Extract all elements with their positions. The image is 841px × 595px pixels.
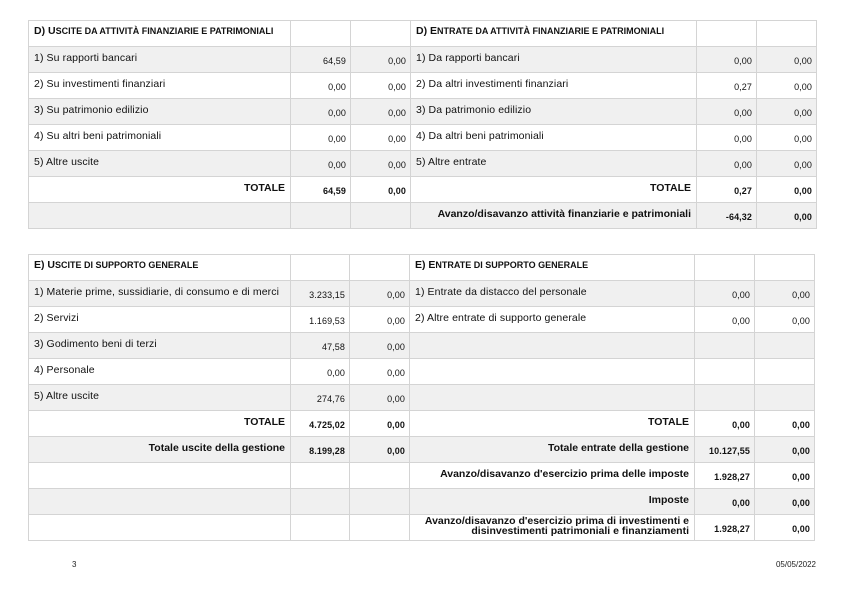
entrata-label: 2) Da altri investimenti finanziari	[411, 73, 697, 99]
imposte-label: Imposte	[410, 489, 695, 515]
entrata-label: 2) Altre entrate di supporto generale	[410, 307, 695, 333]
totale-entrate-gestione-value: 10.127,55	[695, 437, 755, 463]
uscita-value-prev: 0,00	[350, 281, 410, 307]
totale-entrate-gestione-label: Totale entrate della gestione	[410, 437, 695, 463]
avanzo-imposte-value: 1.928,27	[695, 463, 755, 489]
imposte-value-prev: 0,00	[755, 489, 815, 515]
uscita-value-prev: 0,00	[351, 125, 411, 151]
entrata-value-prev: 0,00	[757, 151, 817, 177]
uscita-label: 1) Materie prime, sussidiarie, di consumo e di merci	[29, 281, 291, 307]
uscita-value: 0,00	[291, 99, 351, 125]
table-row	[29, 281, 815, 307]
uscita-value: 274,76	[291, 385, 350, 411]
page-date: 05/05/2022	[775, 560, 816, 569]
uscita-label: 2) Su investimenti finanziari	[29, 73, 291, 99]
uscita-label: 2) Servizi	[29, 307, 291, 333]
uscita-value-prev: 0,00	[350, 333, 410, 359]
uscita-value: 0,00	[291, 125, 351, 151]
totale-uscite-gestione-value: 8.199,28	[291, 437, 350, 463]
table-row	[29, 385, 815, 411]
entrata-value: 0,00	[695, 281, 755, 307]
table-row	[29, 125, 817, 151]
imposte-value: 0,00	[695, 489, 755, 515]
totale-entrate-label: TOTALE	[411, 177, 697, 203]
uscita-value-prev: 0,00	[351, 47, 411, 73]
uscita-value: 0,00	[291, 73, 351, 99]
uscita-label: 5) Altre uscite	[29, 151, 291, 177]
uscite-supporto-title: E) USCITE DI SUPPORTO GENERALE	[29, 255, 291, 281]
page-number: 3	[72, 560, 77, 569]
totale-uscite-gestione-label: Totale uscite della gestione	[29, 437, 291, 463]
section-e-table	[28, 254, 815, 541]
entrata-label: 5) Altre entrate	[411, 151, 697, 177]
section-d-table	[28, 20, 817, 229]
avanzo-imposte-value-prev: 0,00	[755, 463, 815, 489]
totale-entrate-value-prev: 0,00	[757, 177, 817, 203]
uscita-value: 47,58	[291, 333, 350, 359]
avanzo-row	[29, 203, 817, 229]
entrate-finanziarie-title: D) ENTRATE DA ATTIVITÀ FINANZIARIE E PATRIMONIALI	[411, 21, 697, 47]
totale-row	[29, 177, 817, 203]
entrata-value: 0,00	[697, 99, 757, 125]
avanzo-value: -64,32	[697, 203, 757, 229]
avanzo-finale-label: Avanzo/disavanzo d'esercizio prima di investimenti e disinvestimenti patrimoniali e finanziamenti	[410, 515, 695, 541]
uscita-label: 4) Su altri beni patrimoniali	[29, 125, 291, 151]
entrata-label: 1) Entrate da distacco del personale	[410, 281, 695, 307]
totale-uscite-value-prev: 0,00	[351, 177, 411, 203]
entrata-value-prev: 0,00	[755, 307, 815, 333]
uscita-label: 4) Personale	[29, 359, 291, 385]
entrata-value-prev: 0,00	[757, 47, 817, 73]
entrata-value: 0,00	[697, 125, 757, 151]
avanzo-finale-row	[29, 515, 815, 541]
entrata-value-prev: 0,00	[757, 99, 817, 125]
uscita-label: 3) Su patrimonio edilizio	[29, 99, 291, 125]
totale-row	[29, 411, 815, 437]
totale-entrate-gestione-value-prev: 0,00	[755, 437, 815, 463]
table-row	[29, 99, 817, 125]
uscita-value-prev: 0,00	[350, 385, 410, 411]
totale-entrate-value: 0,00	[695, 411, 755, 437]
uscita-label: 1) Su rapporti bancari	[29, 47, 291, 73]
entrata-label: 1) Da rapporti bancari	[411, 47, 697, 73]
avanzo-finale-value-prev: 0,00	[755, 515, 815, 541]
entrate-supporto-title: E) ENTRATE DI SUPPORTO GENERALE	[410, 255, 695, 281]
table-row	[29, 307, 815, 333]
uscita-value-prev: 0,00	[350, 359, 410, 385]
uscita-value: 0,00	[291, 359, 350, 385]
uscita-value-prev: 0,00	[350, 307, 410, 333]
section-e-header-row	[29, 255, 815, 281]
entrata-label: 4) Da altri beni patrimoniali	[411, 125, 697, 151]
totale-uscite-gestione-value-prev: 0,00	[350, 437, 410, 463]
uscita-value: 3.233,15	[291, 281, 350, 307]
uscita-label: 3) Godimento beni di terzi	[29, 333, 291, 359]
totale-uscite-label: TOTALE	[29, 177, 291, 203]
totale-entrate-value: 0,27	[697, 177, 757, 203]
section-d-header-row	[29, 21, 817, 47]
entrata-label: 3) Da patrimonio edilizio	[411, 99, 697, 125]
entrata-value: 0,00	[697, 47, 757, 73]
entrata-value-prev: 0,00	[757, 125, 817, 151]
uscita-value: 64,59	[291, 47, 351, 73]
avanzo-label: Avanzo/disavanzo attività finanziarie e patrimoniali	[411, 203, 697, 229]
avanzo-value-prev: 0,00	[757, 203, 817, 229]
uscita-value-prev: 0,00	[351, 99, 411, 125]
table-row	[29, 73, 817, 99]
imposte-row	[29, 489, 815, 515]
avanzo-imposte-row	[29, 463, 815, 489]
uscita-label: 5) Altre uscite	[29, 385, 291, 411]
entrata-value: 0,27	[697, 73, 757, 99]
avanzo-imposte-label: Avanzo/disavanzo d'esercizio prima delle imposte	[410, 463, 695, 489]
totale-entrate-value-prev: 0,00	[755, 411, 815, 437]
entrata-value-prev: 0,00	[755, 281, 815, 307]
entrata-value: 0,00	[695, 307, 755, 333]
table-row	[29, 333, 815, 359]
totale-uscite-label: TOTALE	[29, 411, 291, 437]
totale-uscite-value: 4.725,02	[291, 411, 350, 437]
uscita-value-prev: 0,00	[351, 73, 411, 99]
entrata-value: 0,00	[697, 151, 757, 177]
entrata-value-prev: 0,00	[757, 73, 817, 99]
table-row	[29, 47, 817, 73]
uscita-value-prev: 0,00	[351, 151, 411, 177]
avanzo-finale-value: 1.928,27	[695, 515, 755, 541]
uscita-value: 0,00	[291, 151, 351, 177]
table-row	[29, 359, 815, 385]
gestione-row	[29, 437, 815, 463]
uscita-value: 1.169,53	[291, 307, 350, 333]
totale-uscite-value: 64,59	[291, 177, 351, 203]
table-row	[29, 151, 817, 177]
totale-uscite-value-prev: 0,00	[350, 411, 410, 437]
totale-entrate-label: TOTALE	[410, 411, 695, 437]
uscite-finanziarie-title: D) USCITE DA ATTIVITÀ FINANZIARIE E PATRIMONIALI	[29, 21, 291, 47]
